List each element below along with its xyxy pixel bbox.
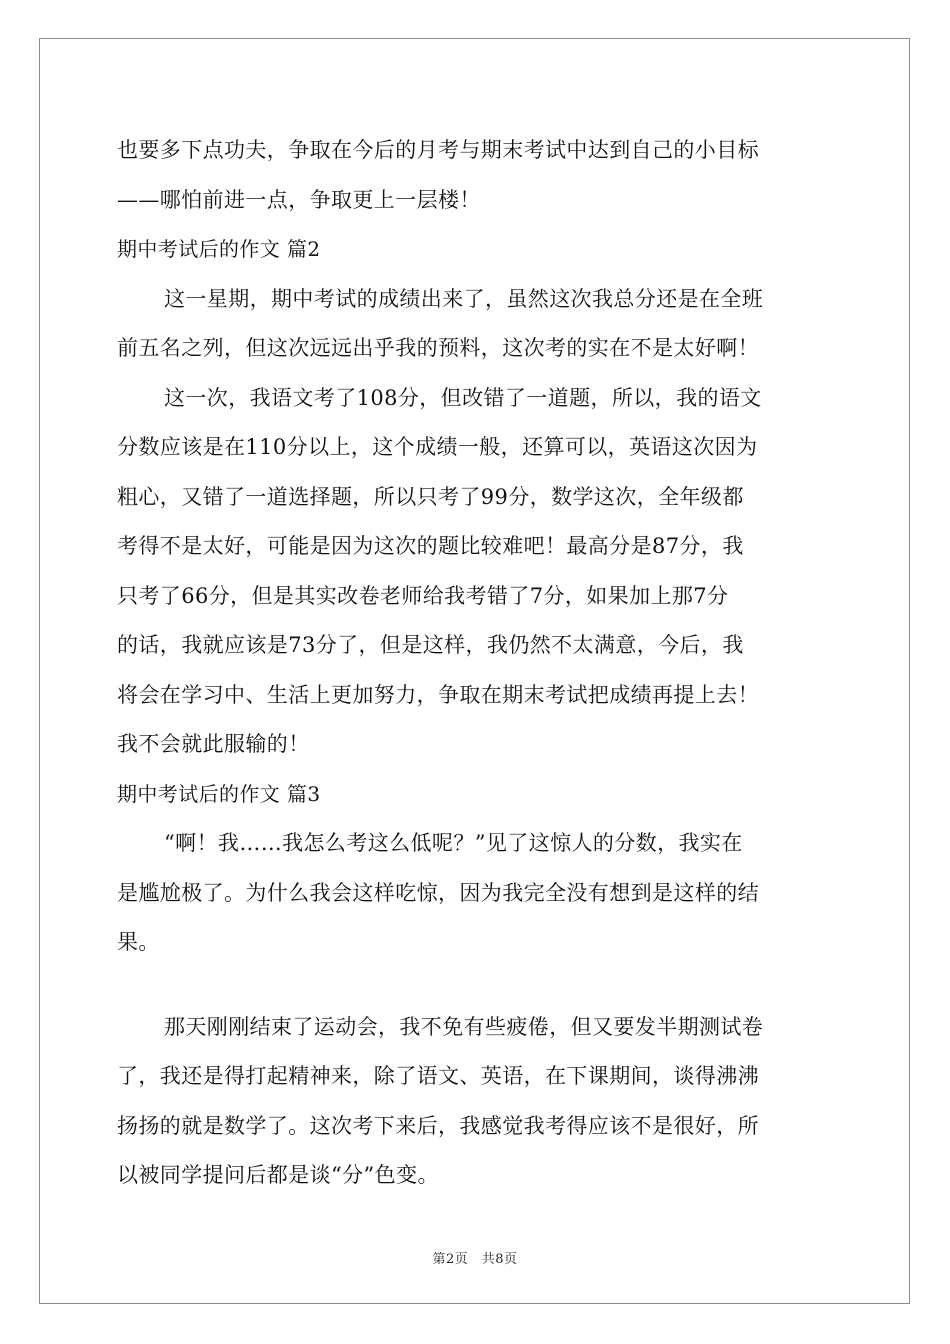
- text-line: 那天刚刚结束了运动会，我不免有些疲倦，但又要发半期测试卷: [164, 1014, 764, 1039]
- text-line: 了，我还是得打起精神来，除了语文、英语，在下课期间，谈得沸沸: [117, 1064, 759, 1088]
- text-line: 果。: [117, 930, 160, 954]
- text-line: 这一星期，期中考试的成绩出来了，虽然这次我总分还是在全班: [164, 286, 764, 311]
- text-line: 只考了66分，但是其实改卷老师给我考错了7分，如果加上那7分: [117, 583, 729, 608]
- text-line: 以被同学提问后都是谈“分”色变。: [117, 1163, 439, 1187]
- text-line: “啊！我……我怎么考这么低呢？”见了这惊人的分数，我实在: [164, 831, 743, 855]
- text-line: 这一次，我语文考了108分，但改错了一道题，所以，我的语文: [164, 385, 762, 410]
- page-number-footer: 第2页 共8页: [432, 1252, 518, 1267]
- text-line: 考得不是太好，可能是因为这次的题比较难吧！最高分是87分，我: [117, 534, 744, 558]
- text-line: 是尴尬极了。为什么我会这样吃惊，因为我完全没有想到是这样的结: [117, 880, 759, 905]
- text-line: 分数应该是在110分以上，这个成绩一般，还算可以，英语这次因为: [117, 435, 758, 459]
- section-heading-3: 期中考试后的作文 篇3: [117, 781, 321, 806]
- paragraph-gap: [117, 968, 833, 1003]
- document-body: [117, 126, 833, 1201]
- text-line: 扬扬的就是数学了。这次考下来后，我感觉我考得应该不是很好，所: [117, 1113, 759, 1138]
- text-line: 粗心，又错了一道选择题，所以只考了99分，数学这次，全年级都: [117, 484, 744, 509]
- text-line: 前五名之列，但这次远远出乎我的预料，这次考的实在不是太好啊！: [117, 336, 759, 360]
- text-line: 我不会就此服输的！: [117, 732, 310, 756]
- text-line: 也要多下点功夫，争取在今后的月考与期末考试中达到自己的小目标: [117, 138, 759, 162]
- text-line: 的话，我就应该是73分了，但是这样，我仍然不太满意，今后，我: [117, 633, 744, 657]
- text-line: 将会在学习中、生活上更加努力，争取在期末考试把成绩再提上去！: [117, 682, 759, 707]
- section-heading-2: 期中考试后的作文 篇2: [117, 237, 321, 261]
- text-line: ——哪怕前进一点，争取更上一层楼！: [117, 187, 481, 212]
